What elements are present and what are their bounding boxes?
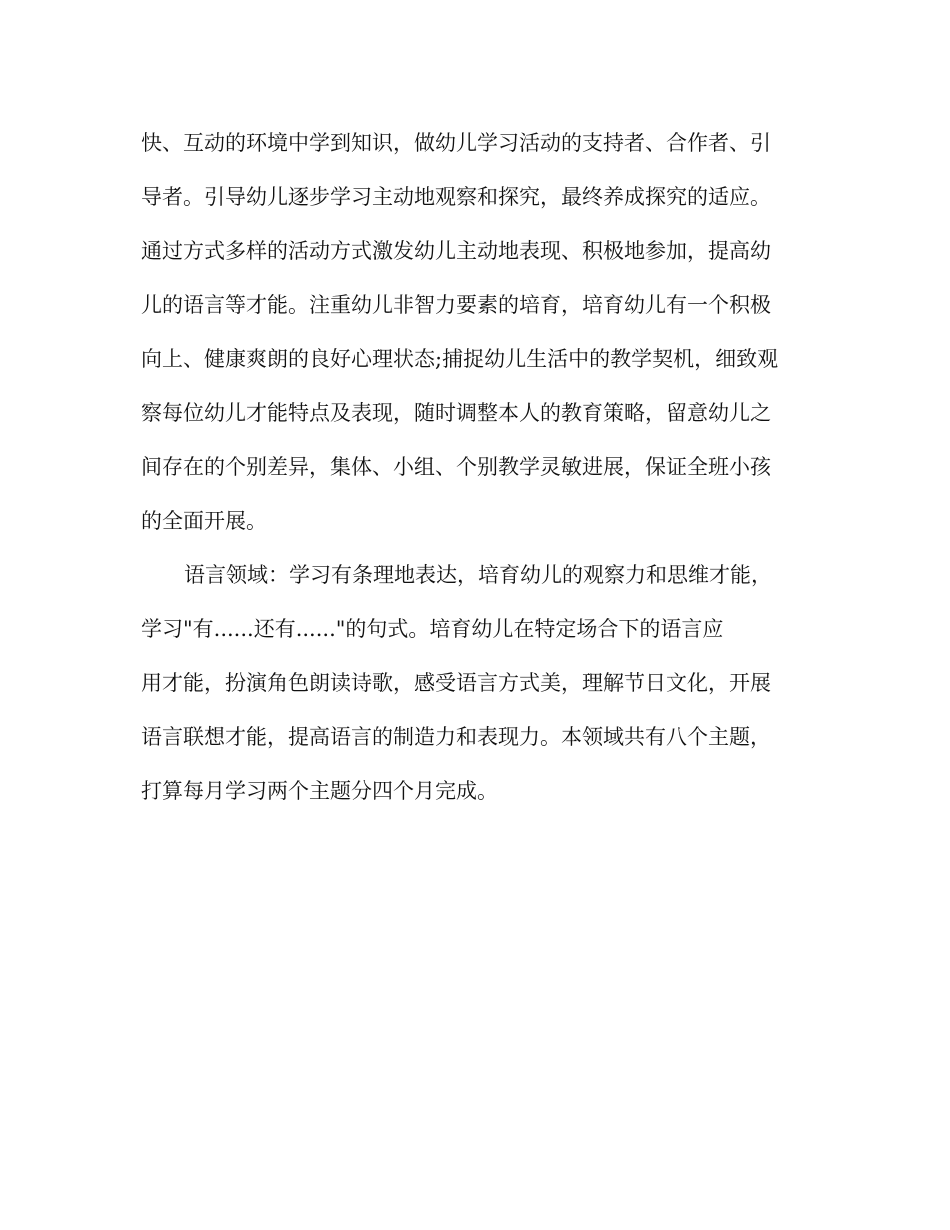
- text-line: 导者。引导幼儿逐步学习主动地观察和探究，最终养成探究的适应。: [141, 185, 771, 209]
- text-line: 向上、健康爽朗的良好心理状态;捕捉幼儿生活中的教学契机，细致观: [141, 347, 779, 371]
- text-line: 儿的语言等才能。注重幼儿非智力要素的培育，培育幼儿有一个积极: [141, 293, 771, 317]
- text-line: 察每位幼儿才能特点及表现，随时调整本人的教育策略，留意幼儿之: [141, 401, 771, 425]
- text-line: 间存在的个别差异，集体、小组、个别教学灵敏进展，保证全班小孩: [141, 455, 771, 479]
- text-line: 的全面开展。: [141, 509, 267, 533]
- text-line: 用才能，扮演角色朗读诗歌，感受语言方式美，理解节日文化，开展: [141, 671, 771, 695]
- text-line: 通过方式多样的活动方式激发幼儿主动地表现、积极地参加，提高幼: [141, 239, 771, 263]
- text-line: 快、互动的环境中学到知识，做幼儿学习活动的支持者、合作者、引: [141, 131, 771, 155]
- text-line: 学习"有......还有......"的句式。培育幼儿在特定场合下的语言应: [141, 617, 724, 641]
- text-line: 语言领域：学习有条理地表达，培育幼儿的观察力和思维才能，: [184, 563, 772, 587]
- text-line: 语言联想才能，提高语言的制造力和表现力。本领域共有八个主题，: [141, 725, 771, 749]
- text-line: 打算每月学习两个主题分四个月完成。: [141, 779, 498, 803]
